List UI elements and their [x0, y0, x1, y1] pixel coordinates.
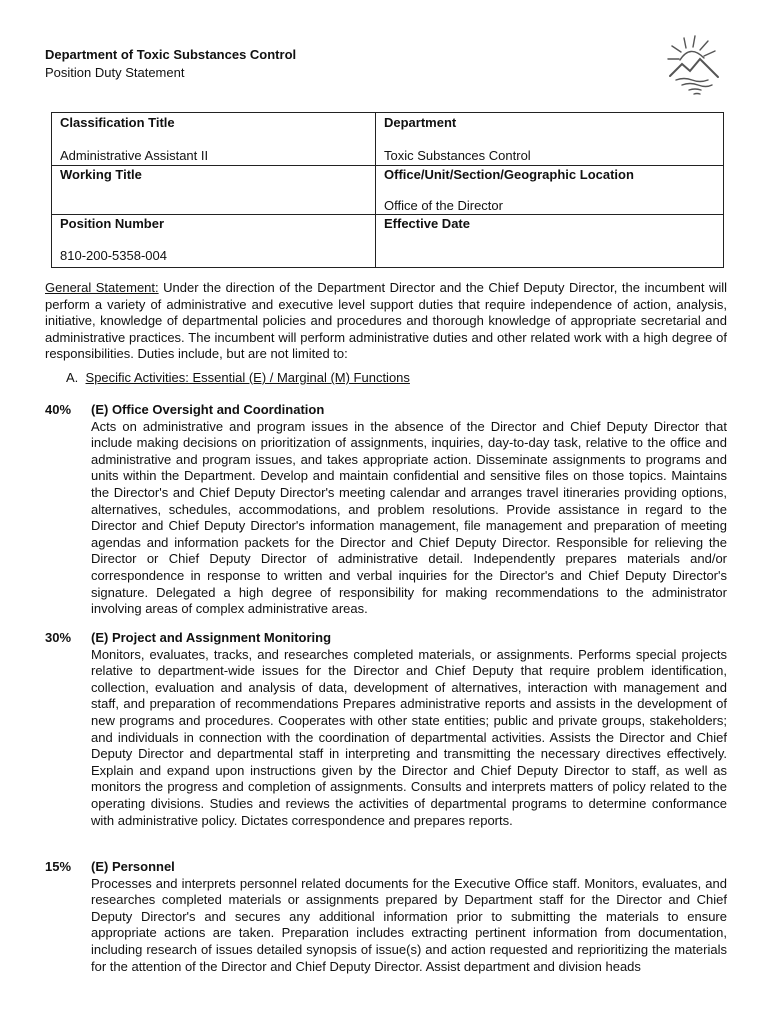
duty-item [45, 630, 727, 829]
working-title-cell [52, 166, 376, 215]
classification-title-label: Classification Title [60, 115, 175, 130]
office-cell [376, 166, 724, 215]
classification-title-value: Administrative Assistant II [60, 148, 209, 163]
sun-mountain-water-logo-icon [662, 30, 728, 98]
duty-description: Monitors, evaluates, tracks, and researches completed materials, or assignments. Performs special projects relative to department-wide issues for the Director and Chief Deputy that require problem identification, collection, evaluation and analysis of data, development of alternatives, interaction with management and staff, and preparation of recommendations Prepares administrative reports and assists in the development of new programs and procedures. Cooperates with other state entities; public and private groups, stakeholders; and individuals in connection with the coordination of departmental activities. Assists the Director and Chief Deputy Director and departmental staff in interpreting and transmitting the necessary directives effectively. Explain and expand upon instructions given by the Director and Chief Deputy Director to staff, as well as monitors the progress and completion of assignments. Consults and interprets matters of policy related to the operating divisions. Studies and reviews the activities of departmental programs to determine conformance with administrative policy. Dictates correspondence and prepares reports. [91, 646, 727, 828]
department-cell [376, 113, 724, 166]
activities-label: Specific Activities: Essential (E) / Marginal (M) Functions [85, 370, 410, 385]
position-info-table [51, 112, 724, 268]
position-number-label: Position Number [60, 216, 165, 231]
specific-activities-heading [66, 370, 410, 385]
department-label: Department [384, 115, 457, 130]
effective-date-cell [376, 215, 724, 268]
duty-heading: (E) Project and Assignment Monitoring [91, 630, 332, 645]
duty-heading: (E) Personnel [91, 859, 175, 874]
duty-heading: (E) Office Oversight and Coordination [91, 402, 325, 417]
department-value: Toxic Substances Control [384, 148, 531, 163]
position-number-value: 810-200-5358-004 [60, 248, 167, 263]
working-title-label: Working Title [60, 167, 142, 182]
activities-marker: A. [66, 370, 79, 385]
duty-percent: 30% [45, 630, 72, 645]
general-statement-text: Under the direction of the Department Director and the Chief Deputy Director, the incumbent will perform a variety of administrative and executive level support duties that require independence of action, analysis, initiative, knowledge of departmental policies and procedures and thorough knowledge of appropriate secretarial and administrative practices. The incumbent will perform administrative duties and other related work with a high degree of responsibilities. Duties include, but are not limited to: [45, 280, 727, 362]
duty-item [45, 859, 727, 975]
effective-date-label: Effective Date [384, 216, 470, 231]
office-label: Office/Unit/Section/Geographic Location [384, 167, 634, 182]
classification-title-cell [52, 113, 376, 166]
general-statement [45, 280, 727, 363]
document-title: Position Duty Statement [45, 65, 185, 80]
duty-percent: 40% [45, 402, 72, 417]
duty-description: Processes and interprets personnel related documents for the Executive Office staff. Monitors, evaluates, and researches completed materials or assignments prepared by Department staff for the Director and Chief Deputy Director's and secures any additional information prior to submitting the materials to ensure appropriate actions are taken. Preparation includes extracting pertinent information from documentation, including research of issues detailed synopsis of issue(s) and action requested and reprioritizing the materials for the attention of the Director and Chief Deputy Director. Assist department and division heads [91, 875, 727, 974]
general-statement-label: General Statement: [45, 280, 159, 295]
office-value: Office of the Director [384, 198, 503, 213]
position-number-cell [52, 215, 376, 268]
duty-description: Acts on administrative and program issues in the absence of the Director and Chief Deputy Director that include making decisions on prioritization of assignments, inquiries, day-to-day task, relative to the office and administrative and program issues, and takes appropriate action. Disseminate assignments to programs and units within the Department. Develop and maintain confidential and sensitive files on those topics. Maintains the Director's and Chief Deputy Director's meeting calendar and arranges travel itineraries providing options, alternatives, schedules, accommodations, and problem resolutions. Provide assistance in regard to the Director and Chief Deputy Director's information management, file management and preparation of meeting agendas and information packets for the Director and Chief Deputy Director. Responsible for relieving the Director or Chief Deputy Director of administrative detail. Independently prepares materials and/or correspondence in response to written and verbal inquiries for the Director's and Chief Deputy Director's signature. Delegated a high degree of responsibility for making recommendations to the administrator involving areas of complex administrative areas. [91, 418, 727, 617]
organization-name: Department of Toxic Substances Control [45, 47, 297, 62]
duty-item [45, 402, 727, 618]
duty-percent: 15% [45, 859, 72, 874]
